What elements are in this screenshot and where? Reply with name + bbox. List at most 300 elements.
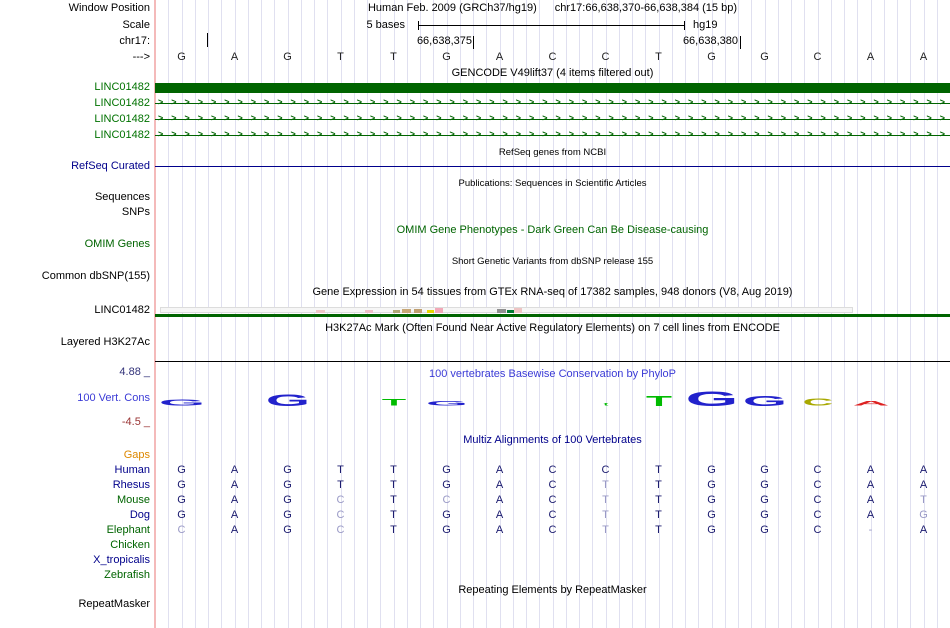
intron-arrow-icon: > [343,97,349,107]
multiz-base: C [548,464,557,476]
intron-arrow-icon: > [555,129,561,139]
refseq-track-title[interactable]: RefSeq genes from NCBI [498,147,607,158]
intron-arrow-icon: > [303,129,310,139]
intron-arrow-icon: > [833,113,840,123]
gencode-gene-label-1[interactable]: LINC01482 [94,81,150,93]
multiz-base: A [866,464,875,476]
intron-arrow-icon: > [197,113,204,123]
intron-arrow-icon: > [886,97,893,107]
conservation-label[interactable]: 100 Vert. Cons [77,392,150,404]
intron-arrow-icon: > [741,129,747,139]
intron-arrow-icon: > [833,129,840,139]
multiz-base: A [866,509,875,521]
intron-arrow-icon: > [674,97,681,107]
intron-arrow-icon: > [794,113,800,123]
multiz-base: T [602,524,609,536]
intron-arrow-icon: > [727,113,734,123]
refseq-curated-label[interactable]: RefSeq Curated [71,160,150,172]
coordinate-minor-tick [207,33,208,47]
intron-arrow-icon: > [807,113,813,123]
intron-arrow-icon: > [250,113,257,123]
multiz-base: C [813,464,822,476]
intron-arrow-icon: > [250,129,257,139]
multiz-base: C [813,494,822,506]
intron-arrow-icon: > [635,129,641,139]
intron-arrow-icon: > [383,129,389,139]
intron-arrow-icon: > [648,97,654,107]
gtex-tissue-bar [435,308,443,313]
multiz-base: G [177,509,186,521]
intron-arrow-icon: > [674,113,681,123]
intron-arrow-icon: > [158,129,164,139]
chromosome-label: chr17: [119,35,150,47]
intron-arrow-icon: > [462,113,469,123]
multiz-base: T [390,479,397,491]
scale-ruler-tick-right [684,21,685,30]
intron-arrow-icon: > [489,113,495,123]
intron-arrow-icon: > [476,113,482,123]
gencode-exon-bar[interactable] [155,83,950,93]
sequence-base: G [760,51,769,63]
intron-arrow-icon: > [409,129,416,139]
gencode-gene-label-2[interactable]: LINC01482 [94,97,150,109]
scale-ruler-line [418,25,685,26]
intron-arrow-icon: > [767,97,773,107]
multiz-base: A [495,524,504,536]
intron-arrow-icon: > [303,97,310,107]
sequence-base: G [707,51,716,63]
multiz-species-label-x_tropicalis[interactable]: X_tropicalis [93,554,150,566]
multiz-base: T [655,494,662,506]
intron-arrow-icon: > [820,113,826,123]
intron-arrow-icon: > [621,97,628,107]
multiz-base: A [919,479,928,491]
intron-arrow-icon: > [780,113,787,123]
sequence-base: T [337,51,344,63]
multiz-species-label-dog[interactable]: Dog [129,509,150,521]
conservation-logo-letter: t [603,401,608,407]
intron-arrow-icon: > [502,97,508,107]
gencode-intron-line[interactable] [155,119,950,120]
intron-arrow-icon: > [237,97,243,107]
sequence-base: C [601,51,610,63]
intron-arrow-icon: > [396,97,402,107]
gtex-tissue-bar [393,310,400,313]
sequence-base: C [813,51,822,63]
coordinate-right-tick [740,36,741,49]
intron-arrow-icon: > [489,97,495,107]
intron-arrow-icon: > [277,97,283,107]
sequence-base: G [283,51,292,63]
intron-arrow-icon: > [224,113,230,123]
intron-arrow-icon: > [184,129,190,139]
intron-arrow-icon: > [264,113,270,123]
position-range: chr17:66,638,370-66,638,384 (15 bp) [554,2,738,14]
intron-arrow-icon: > [171,113,177,123]
multiz-base: C [813,524,822,536]
intron-arrow-icon: > [939,113,946,123]
strand-direction-label: ---> [132,51,150,63]
intron-arrow-icon: > [913,97,919,107]
intron-arrow-icon: > [582,97,588,107]
intron-arrow-icon: > [582,129,588,139]
sequence-base: C [548,51,557,63]
gencode-intron-line[interactable] [155,103,950,104]
multiz-base: A [495,494,504,506]
multiz-species-label-human[interactable]: Human [114,464,150,476]
intron-arrow-icon: > [317,97,323,107]
sequence-base: G [442,51,451,63]
multiz-base: C [336,509,345,521]
intron-arrow-icon: > [860,97,866,107]
intron-arrow-icon: > [727,129,734,139]
multiz-base: G [760,524,769,536]
gencode-gene-label-3[interactable]: LINC01482 [94,113,150,125]
intron-arrow-icon: > [780,97,787,107]
intron-arrow-icon: > [396,129,402,139]
gtex-gene-label[interactable]: LINC01482 [94,304,150,316]
gtex-tissue-bar [316,310,325,313]
intron-arrow-icon: > [754,113,760,123]
intron-arrow-icon: > [807,129,813,139]
sequence-base: A [495,51,504,63]
gtex-tissue-bar [402,309,411,313]
intron-arrow-icon: > [926,97,932,107]
repeatmasker-label[interactable]: RepeatMasker [78,598,150,610]
intron-arrow-icon: > [555,113,561,123]
intron-arrow-icon: > [476,129,482,139]
intron-arrow-icon: > [515,113,522,123]
conservation-logo-letter: C [802,396,833,409]
h3k27ac-track-title[interactable]: H3K27Ac Mark (Often Found Near Active Regulatory Elements) on 7 cell lines from ENCODE [325,322,780,334]
intron-arrow-icon: > [661,129,667,139]
multiz-base: T [920,494,927,506]
intron-arrow-icon: > [370,97,376,107]
intron-arrow-icon: > [820,97,826,107]
multiz-base: G [283,494,292,506]
intron-arrow-icon: > [621,113,628,123]
intron-arrow-icon: > [290,129,296,139]
intron-arrow-icon: > [661,113,667,123]
omim-track-title[interactable]: OMIM Gene Phenotypes - Dark Green Can Be Disease-causing [396,224,709,236]
gencode-intron-line[interactable] [155,135,950,136]
sequence-base: T [390,51,397,63]
gtex-tissue-bar [365,310,373,313]
multiz-base: T [337,464,344,476]
intron-arrow-icon: > [211,113,217,123]
multiz-base: G [442,464,451,476]
multiz-base: G [177,479,186,491]
intron-arrow-icon: > [568,97,575,107]
conservation-logo-letter: G [425,399,468,408]
multiz-base: T [602,509,609,521]
intron-arrow-icon: > [224,97,230,107]
intron-arrow-icon: > [436,113,442,123]
conservation-logo-letter: T [645,393,672,410]
intron-arrow-icon: > [727,97,734,107]
intron-arrow-icon: > [158,97,164,107]
conservation-logo-letter: G [265,391,310,410]
intron-arrow-icon: > [926,113,932,123]
intron-arrow-icon: > [767,113,773,123]
multiz-species-label-elephant[interactable]: Elephant [106,524,150,536]
intron-arrow-icon: > [197,97,204,107]
conservation-top-line [155,361,950,362]
window-position-label: Window Position [68,2,150,14]
intron-arrow-icon: > [171,97,177,107]
multiz-base: A [230,479,239,491]
intron-arrow-icon: > [741,113,747,123]
intron-arrow-icon: > [595,113,601,123]
intron-arrow-icon: > [476,97,482,107]
multiz-base: C [548,494,557,506]
gencode-gene-label-4[interactable]: LINC01482 [94,129,150,141]
intron-arrow-icon: > [383,97,389,107]
intron-arrow-icon: > [820,129,826,139]
intron-arrow-icon: > [807,97,813,107]
multiz-base: G [707,494,716,506]
multiz-base: G [760,509,769,521]
intron-arrow-icon: > [701,97,707,107]
multiz-base: A [495,479,504,491]
multiz-base: C [813,479,822,491]
intron-arrow-icon: > [701,129,707,139]
intron-arrow-icon: > [754,129,760,139]
multiz-base: C [548,479,557,491]
intron-arrow-icon: > [661,97,667,107]
intron-arrow-icon: > [462,97,469,107]
intron-arrow-icon: > [582,113,588,123]
intron-arrow-icon: > [409,97,416,107]
intron-arrow-icon: > [621,129,628,139]
gencode-track-title[interactable]: GENCODE V49lift37 (4 items filtered out) [451,67,654,79]
intron-arrow-icon: > [688,129,694,139]
intron-arrow-icon: > [674,129,681,139]
intron-arrow-icon: > [568,129,575,139]
multiz-base: G [707,509,716,521]
publications-track-title[interactable]: Publications: Sequences in Scientific Articles [458,178,647,189]
multiz-base: A [230,494,239,506]
intron-arrow-icon: > [423,97,429,107]
intron-arrow-icon: > [224,129,230,139]
multiz-base: C [548,509,557,521]
multiz-base: G [919,509,928,521]
sequence-base: G [177,51,186,63]
intron-arrow-icon: > [436,129,442,139]
multiz-base: T [655,464,662,476]
intron-arrow-icon: > [184,113,190,123]
intron-arrow-icon: > [515,97,522,107]
intron-arrow-icon: > [780,129,787,139]
multiz-species-label-chicken[interactable]: Chicken [110,539,150,551]
gtex-gene-line[interactable] [155,314,950,317]
intron-arrow-icon: > [515,129,522,139]
dbsnp-label[interactable]: Common dbSNP(155) [41,270,150,282]
intron-arrow-icon: > [913,129,919,139]
intron-arrow-icon: > [264,97,270,107]
intron-arrow-icon: > [317,113,323,123]
intron-arrow-icon: > [237,129,243,139]
coordinate-left: 66,638,375 [416,35,472,47]
intron-arrow-icon: > [873,113,879,123]
intron-arrow-icon: > [886,129,893,139]
multiz-base: C [548,524,557,536]
scale-row-label: Scale [122,19,150,31]
multiz-base: G [442,479,451,491]
multiz-species-label-mouse[interactable]: Mouse [116,494,150,506]
intron-arrow-icon: > [714,129,720,139]
intron-arrow-icon: > [900,97,906,107]
intron-arrow-icon: > [277,129,283,139]
multiz-base: A [230,524,239,536]
multiz-base: C [177,524,186,536]
intron-arrow-icon: > [701,113,707,123]
intron-arrow-icon: > [595,97,601,107]
multiz-base: C [336,494,345,506]
intron-arrow-icon: > [250,97,257,107]
intron-arrow-icon: > [900,129,906,139]
dbsnp-track-title[interactable]: Short Genetic Variants from dbSNP release 155 [451,256,654,267]
multiz-base: G [760,479,769,491]
repeatmasker-track-title[interactable]: Repeating Elements by RepeatMasker [458,584,647,596]
conservation-logo-letter: G [685,387,738,412]
multiz-base: G [283,464,292,476]
intron-arrow-icon: > [926,129,932,139]
multiz-base: T [390,524,397,536]
conservation-track-title[interactable]: 100 vertebrates Basewise Conservation by PhyloP [428,368,677,380]
intron-arrow-icon: > [502,129,508,139]
intron-arrow-icon: > [449,113,455,123]
multiz-base: G [760,494,769,506]
intron-arrow-icon: > [939,129,946,139]
gtex-tissue-bar [514,308,522,313]
multiz-species-label-zebrafish[interactable]: Zebrafish [104,569,150,581]
intron-arrow-icon: > [436,97,442,107]
intron-arrow-icon: > [197,129,204,139]
multiz-base: G [283,479,292,491]
multiz-species-label-rhesus[interactable]: Rhesus [112,479,150,491]
intron-arrow-icon: > [423,113,429,123]
sequence-base: A [230,51,239,63]
intron-arrow-icon: > [409,113,416,123]
multiz-base: G [442,524,451,536]
intron-arrow-icon: > [462,129,469,139]
intron-arrow-icon: > [873,97,879,107]
multiz-track-title[interactable]: Multiz Alignments of 100 Vertebrates [463,434,642,446]
window-position-value [155,2,950,15]
intron-arrow-icon: > [648,113,654,123]
intron-arrow-icon: > [688,97,694,107]
intron-arrow-icon: > [237,113,243,123]
intron-arrow-icon: > [860,113,866,123]
multiz-base: G [707,524,716,536]
intron-arrow-icon: > [502,113,508,123]
h3k27ac-label[interactable]: Layered H3K27Ac [60,336,150,348]
coordinate-right: 66,638,380 [682,35,738,47]
multiz-base: A [919,524,928,536]
gtex-track-title[interactable]: Gene Expression in 54 tissues from GTEx RNA-seq of 17382 samples, 948 donors (V8, Aug 2019) [312,286,793,298]
intron-arrow-icon: > [158,113,164,123]
intron-arrow-icon: > [847,129,853,139]
multiz-base: A [495,509,504,521]
multiz-base: A [495,464,504,476]
assembly-name: Human Feb. 2009 (GRCh37/hg19) [367,2,537,14]
multiz-base: T [655,524,662,536]
intron-arrow-icon: > [555,97,561,107]
intron-arrow-icon: > [608,129,614,139]
intron-arrow-icon: > [343,113,349,123]
scale-value: 5 bases [366,19,405,31]
multiz-base: T [390,494,397,506]
intron-arrow-icon: > [370,129,376,139]
multiz-base: A [230,509,239,521]
gtex-tissue-bar [497,309,506,313]
coordinate-left-tick [473,36,474,49]
conservation-logo-letter: A [852,399,889,408]
intron-arrow-icon: > [383,113,389,123]
intron-arrow-icon: > [277,113,283,123]
intron-arrow-icon: > [754,97,760,107]
intron-arrow-icon: > [303,113,310,123]
intron-arrow-icon: > [317,129,323,139]
intron-arrow-icon: > [356,113,363,123]
multiz-base: G [177,464,186,476]
intron-arrow-icon: > [794,97,800,107]
conservation-logo-letter: G [158,398,205,408]
intron-arrow-icon: > [635,113,641,123]
intron-arrow-icon: > [529,129,535,139]
intron-arrow-icon: > [211,129,217,139]
intron-arrow-icon: > [356,129,363,139]
sequence-base: A [919,51,928,63]
snps-label[interactable]: SNPs [121,206,150,218]
intron-arrow-icon: > [648,129,654,139]
intron-arrow-icon: > [184,97,190,107]
intron-arrow-icon: > [873,129,879,139]
intron-arrow-icon: > [529,97,535,107]
multiz-base: A [230,464,239,476]
intron-arrow-icon: > [886,113,893,123]
intron-arrow-icon: > [264,129,270,139]
multiz-base: T [602,479,609,491]
multiz-base: A [919,464,928,476]
intron-arrow-icon: > [608,97,614,107]
intron-arrow-icon: > [343,129,349,139]
intron-arrow-icon: > [568,113,575,123]
refseq-gene-line[interactable] [155,166,950,167]
intron-arrow-icon: > [595,129,601,139]
intron-arrow-icon: > [860,129,866,139]
intron-arrow-icon: > [939,97,946,107]
multiz-base: T [602,494,609,506]
intron-arrow-icon: > [542,113,548,123]
gtex-tissue-bar [427,310,434,313]
multiz-base: T [655,479,662,491]
intron-arrow-icon: > [794,129,800,139]
intron-arrow-icon: > [356,97,363,107]
multiz-base: G [442,509,451,521]
sequence-base: A [866,51,875,63]
intron-arrow-icon: > [370,113,376,123]
sequences-label[interactable]: Sequences [94,191,150,203]
intron-arrow-icon: > [330,113,336,123]
omim-genes-label[interactable]: OMIM Genes [84,238,150,250]
genome-build-label: hg19 [693,19,718,31]
multiz-base: T [390,464,397,476]
multiz-species-label-gaps[interactable]: Gaps [123,449,150,461]
intron-arrow-icon: > [688,113,694,123]
intron-arrow-icon: > [635,97,641,107]
